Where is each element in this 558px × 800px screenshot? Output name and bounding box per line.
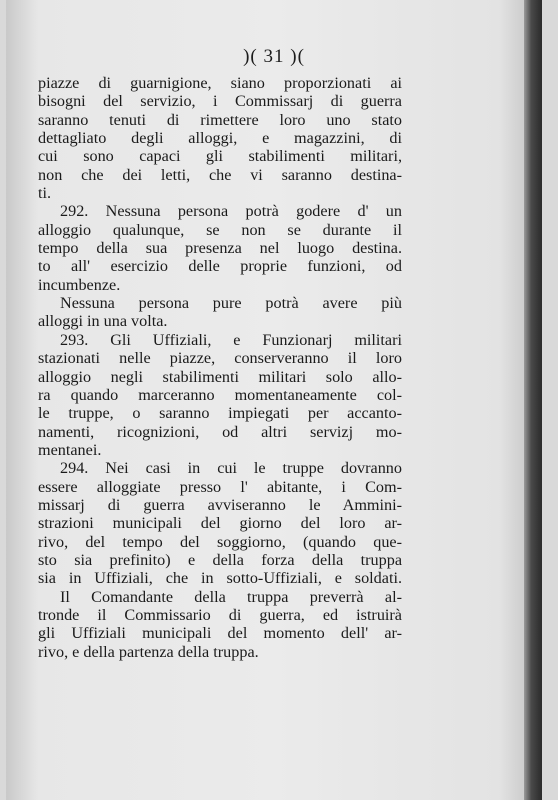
text-line: 292. Nessuna persona potrà godere d' un [60, 202, 402, 221]
text-line: saranno tenuti di rimettere loro uno stato [38, 110, 402, 129]
page-binding-shadow [524, 0, 542, 800]
text-line: dettagliato degli alloggi, e magazzini, di [38, 129, 402, 148]
text-line: essere alloggiate presso l' abitante, i Com- [38, 477, 402, 496]
text-line: rivo, del tempo del soggiorno, (quando que- [38, 532, 402, 551]
text-line: 293. Gli Uffiziali, e Funzionarj militari [60, 330, 402, 349]
text-line: namenti, ricognizioni, od altri servizj mo- [38, 422, 402, 441]
text-line: tempo della sua presenza nel luogo destina. [38, 239, 402, 258]
text-line: ti. [38, 184, 52, 203]
book-page [6, 0, 542, 800]
text-line: strazioni municipali del giorno del loro ar- [38, 514, 402, 533]
text-line: Il Comandante della truppa preverrà al- [60, 587, 402, 606]
text-line: gli Uffiziali municipali del momento dell' ar- [38, 624, 402, 643]
text-line: bisogni del servizio, i Commissarj di guerra [38, 92, 402, 111]
text-line: to all' esercizio delle proprie funzioni, od [38, 257, 402, 276]
text-line: non che dei letti, che vi saranno destina- [38, 165, 402, 184]
text-line: rivo, e della partenza della truppa. [38, 642, 259, 661]
text-line: ra quando marceranno momentaneamente col- [38, 385, 402, 404]
text-line: cui sono capaci gli stabilimenti militari, [38, 147, 402, 166]
text-line: mentanei. [38, 440, 102, 459]
text-line: Nessuna persona pure potrà avere più [60, 294, 402, 313]
text-line: incumbenze. [38, 275, 121, 294]
text-line: alloggi in una volta. [38, 312, 168, 331]
text-line: piazze di guarnigione, siano proporzionati ai [38, 74, 402, 92]
text-line: alloggio negli stabilimenti militari solo allo- [38, 367, 402, 386]
text-line: missarj di guerra avviseranno le Ammini- [38, 495, 402, 514]
text-line: stazionati nelle piazze, conserveranno il loro [38, 349, 402, 368]
text-line: tronde il Commissario di guerra, ed istruirà [38, 605, 402, 624]
text-line: sto sia prefinito) e della forza della truppa [38, 550, 402, 569]
text-line: le truppe, o saranno impiegati per accanto- [38, 404, 402, 423]
page-number: )( 31 )( [243, 46, 305, 67]
body-text [38, 74, 402, 661]
text-line: sia in Uffiziali, che in sotto-Uffiziali, e soldati. [38, 569, 402, 588]
text-line: 294. Nei casi in cui le truppe dovranno [60, 459, 402, 478]
text-line: alloggio qualunque, se non se durante il [38, 220, 402, 239]
